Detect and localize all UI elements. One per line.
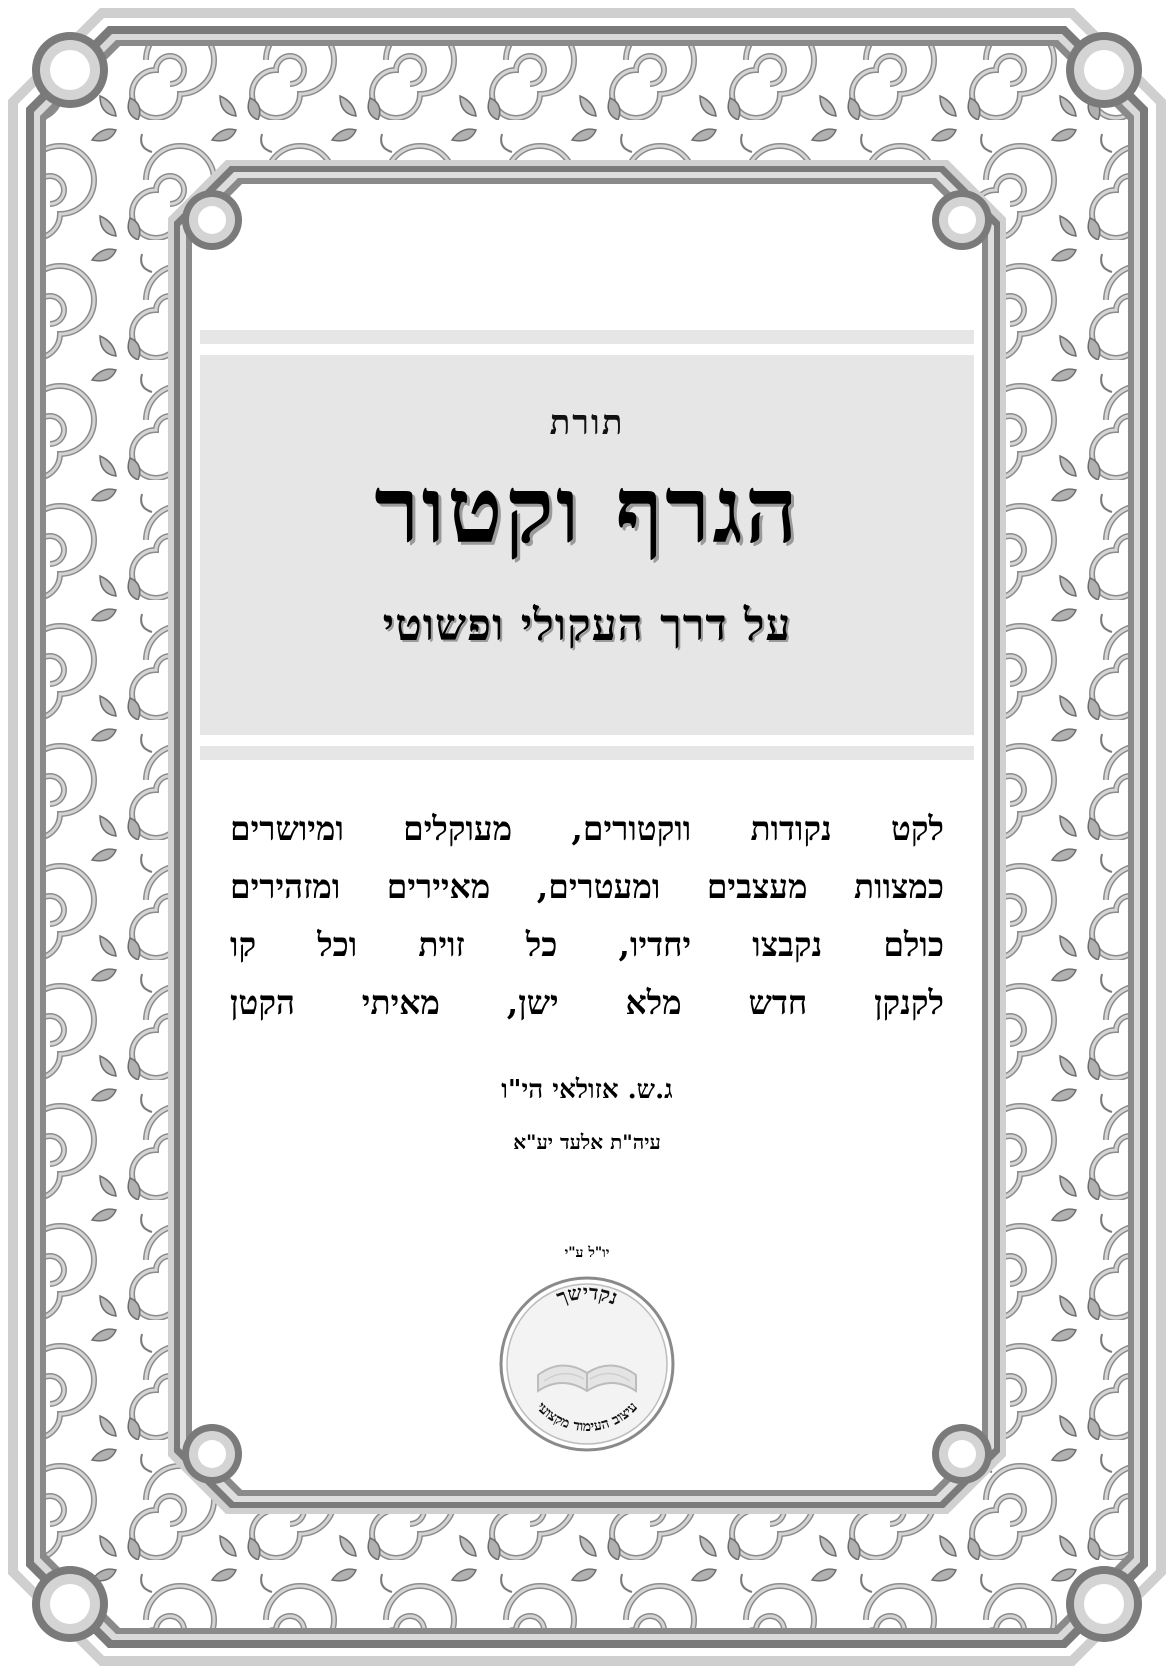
top-divider-band [200, 330, 974, 344]
subtitle: על דרך העקולי ופשוטי [382, 600, 792, 651]
poem-line: לקט נקודות ווקטורים, מעוקלים ומיושרים [230, 809, 944, 848]
publisher-seal [498, 1275, 676, 1453]
poem-line: כמצוות מעצבים ומעטרים, מאיירים ומזהירים [230, 867, 944, 906]
supertitle: תורת [549, 403, 625, 443]
dedication: עיה"ת אלעד יע"א [513, 1130, 661, 1154]
seal-bottom-text: עיצוב העימוד מקצועי [533, 1399, 641, 1436]
seal-top-text: נקדישך [553, 1279, 622, 1310]
publisher-prefix: יו"ל ע"י [564, 1245, 610, 1261]
poem [230, 800, 944, 1032]
title-page-content [200, 210, 974, 1464]
poem-line: כולם נקבצו יחדיו, כל זוית וכל קו [230, 925, 944, 964]
title-block [200, 355, 974, 735]
author-name: ג.ש. אזולאי הי"ו [501, 1075, 673, 1105]
bottom-divider-band [200, 746, 974, 760]
main-title: הגרף וקטור [374, 456, 800, 564]
poem-line: לקנקן חדש מלא ישן, מאיתי הקטן [230, 983, 944, 1022]
